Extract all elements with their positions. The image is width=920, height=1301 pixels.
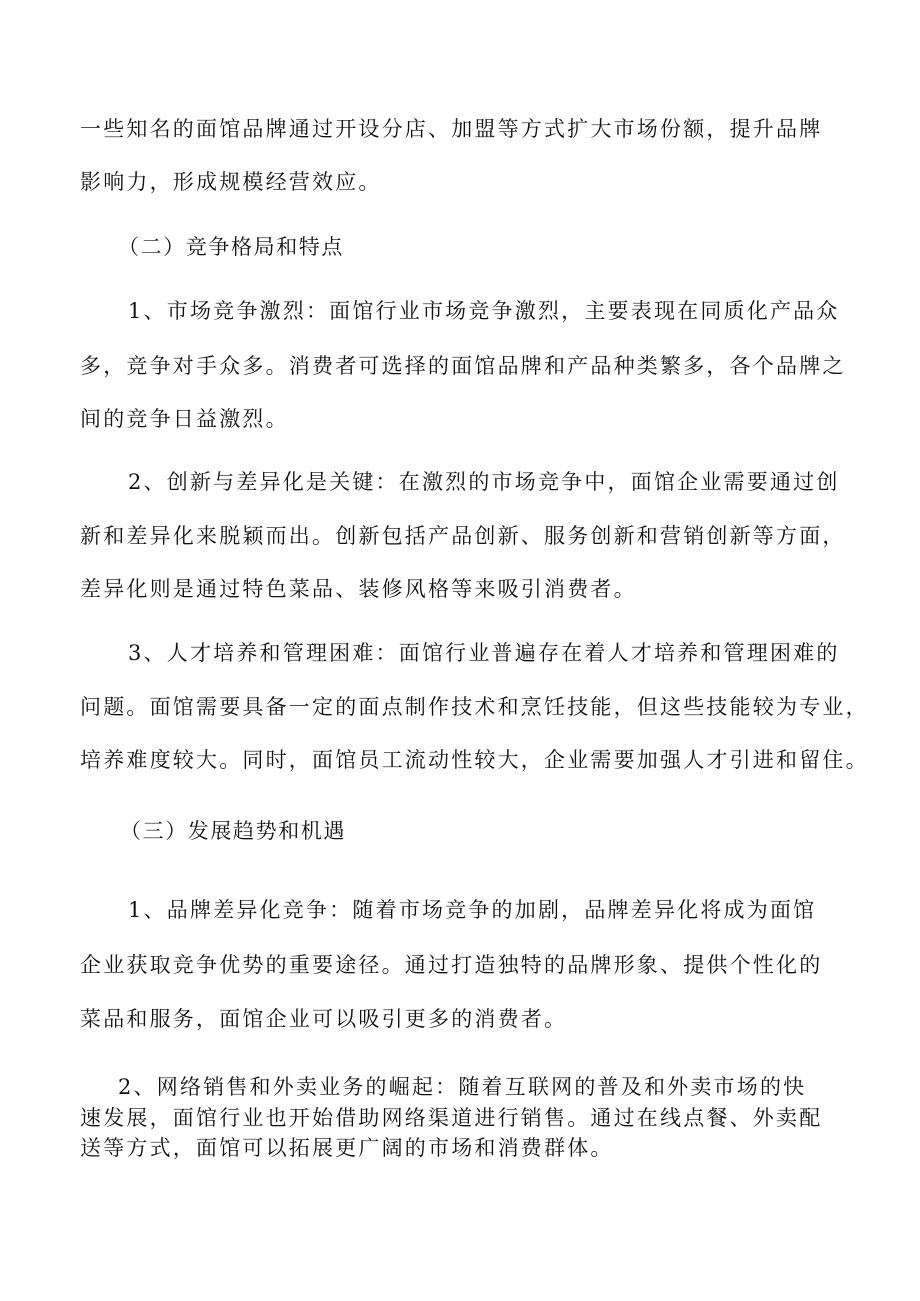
section-heading: （三）发展趋势和机遇 [120, 819, 346, 843]
paragraph-line: 1、品牌差异化竞争：随着市场竞争的加剧，品牌差异化将成为面馆 [128, 898, 817, 922]
paragraph-line: 间的竞争日益激烈。 [80, 407, 289, 431]
paragraph-line: 问题。面馆需要具备一定的面点制作技术和烹饪技能，但这些技能较为专业， [80, 695, 869, 719]
paragraph-line: 差异化则是通过特色菜品、装修风格等来吸引消费者。 [80, 577, 637, 601]
paragraph-line: 速发展，面馆行业也开始借助网络渠道进行销售。通过在线点餐、外卖配 [80, 1106, 823, 1130]
paragraph-line: 送等方式，面馆可以拓展更广阔的市场和消费群体。 [80, 1136, 614, 1160]
section-heading: （二）竞争格局和特点 [118, 235, 344, 259]
paragraph-line: 1、市场竞争激烈：面馆行业市场竞争激烈，主要表现在同质化产品众 [128, 299, 840, 323]
paragraph-line: 影响力，形成规模经营效应。 [80, 170, 382, 194]
paragraph-line: 一些知名的面馆品牌通过开设分店、加盟等方式扩大市场份额，提升品牌 [80, 117, 823, 141]
paragraph-line: 2、创新与差异化是关键：在激烈的市场竞争中，面馆企业需要通过创 [128, 470, 840, 494]
paragraph-line: 新和差异化来脱颖而出。创新包括产品创新、服务创新和营销创新等方面， [80, 524, 846, 548]
paragraph-line: 企业获取竞争优势的重要途径。通过打造独特的品牌形象、提供个性化的 [80, 953, 823, 977]
paragraph-line: 2、网络销售和外卖业务的崛起：随着互联网的普及和外卖市场的快 [118, 1075, 807, 1099]
paragraph-line: 3、人才培养和管理困难：面馆行业普遍存在着人才培养和管理困难的 [128, 641, 840, 665]
paragraph-line: 菜品和服务，面馆企业可以吸引更多的消费者。 [80, 1007, 568, 1031]
paragraph-line: 多，竞争对手众多。消费者可选择的面馆品牌和产品种类繁多，各个品牌之 [80, 354, 846, 378]
paragraph-line: 培养难度较大。同时，面馆员工流动性较大，企业需要加强人才引进和留住。 [80, 748, 869, 772]
